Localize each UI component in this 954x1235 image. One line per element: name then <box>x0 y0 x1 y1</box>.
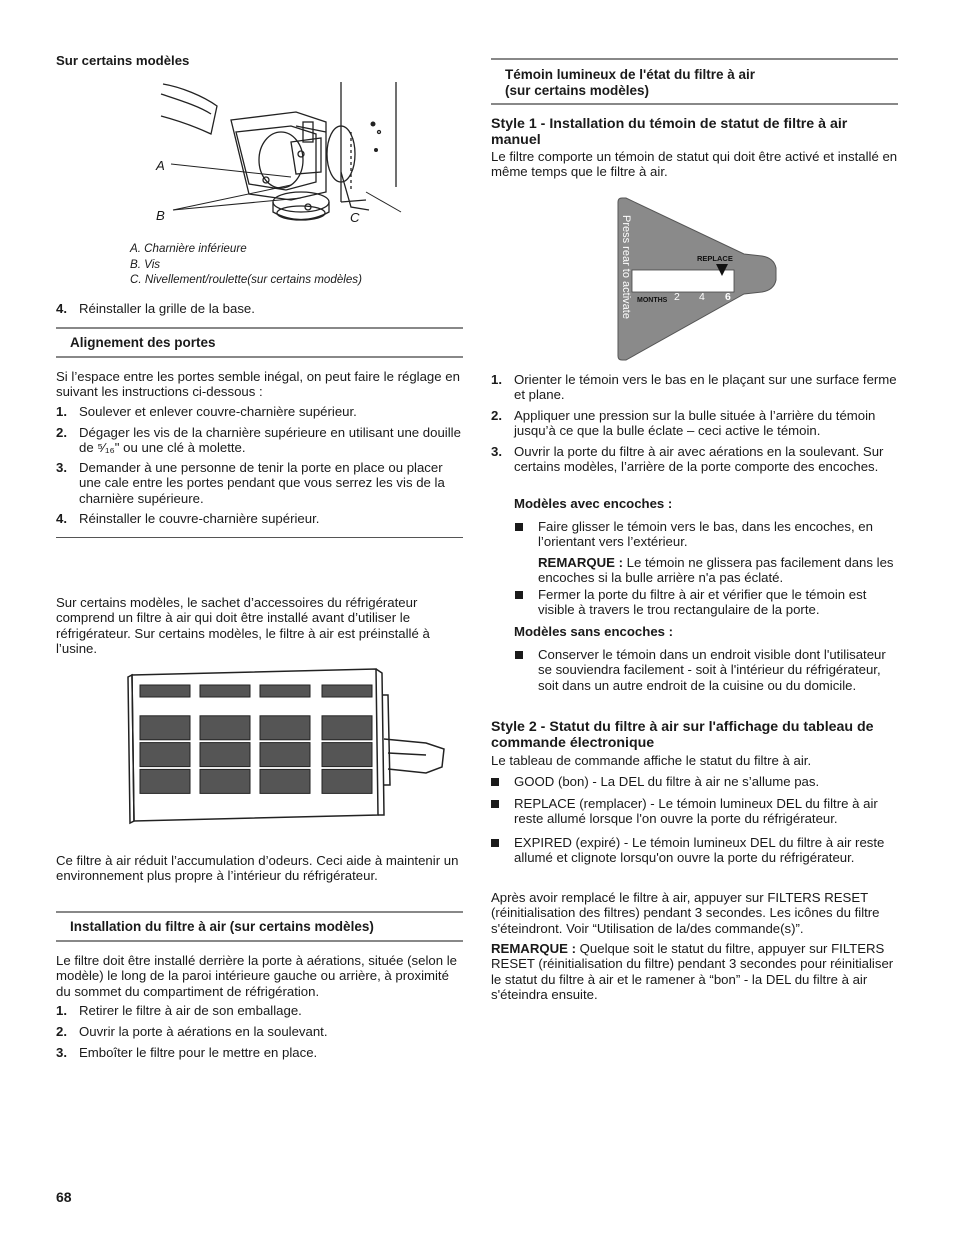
filter-slot <box>260 769 310 793</box>
filter-slot <box>140 769 190 793</box>
door-alignment-heading: Alignement des portes <box>56 327 463 358</box>
caption-b: B. Vis <box>130 257 161 271</box>
door-step-3: 3. Demander à une personne de tenir la porte en place ou placer une cale entre les portes pendant que vous serrez les vis de la charnière supérieure. <box>56 460 445 506</box>
label-a: A <box>156 158 165 173</box>
filter-slot <box>260 743 310 767</box>
step-reinstall-grille: 4. Réinstaller la grille de la base. <box>56 301 255 316</box>
filter-slot <box>322 685 372 697</box>
status-indicator-illustration <box>614 196 784 364</box>
hinge-illustration <box>151 82 471 232</box>
style2-after: Après avoir remplacé le filtre à air, appuyer sur FILTERS RESET (réinitialisation des filtres) pendant 3 secondes. Les icônes du filtre s'éteindront. Voir “Utilisation de la/des commande(s)”. <box>491 890 880 936</box>
install-intro: Le filtre doit être installé derrière la porte à aérations, située (selon le modèle) le long de la paroi intérieure gauche ou arrière, à proximité du sommet du compartiment de réfrigération. <box>56 953 457 999</box>
indicator-heading-line1: Témoin lumineux de l'état du filtre à air <box>505 67 756 82</box>
indicator-heading <box>491 58 898 105</box>
indicator-side-text: Press rear to activate <box>620 215 632 319</box>
section-divider <box>56 537 463 538</box>
filter-slot <box>140 716 190 740</box>
without-notches-label: Modèles sans encoches : <box>514 624 674 639</box>
style1-heading: Style 1 - Installation du témoin de statut de filtre à air manuel <box>491 116 848 148</box>
install-step-3: 3. Emboîter le filtre pour le mettre en place. <box>56 1045 318 1060</box>
label-c: C <box>350 210 360 225</box>
install-step-1: 1. Retirer le filtre à air de son emballage. <box>56 1003 302 1018</box>
indicator-heading-line2: (sur certains modèles) <box>505 83 650 98</box>
with-notches-label: Modèles avec encoches : <box>514 496 673 511</box>
filter-slot <box>200 769 250 793</box>
page-number: 68 <box>56 1189 72 1205</box>
models-label: Sur certains modèles <box>56 53 190 68</box>
filter-slot <box>140 743 190 767</box>
style2-intro: Le tableau de commande affiche le statut du filtre à air. <box>491 753 812 768</box>
door-step-4: 4. Réinstaller le couvre-charnière supérieur. <box>56 511 320 526</box>
status-replace: REPLACE (remplacer) - Le témoin lumineux DEL du filtre à air reste allumé lorsque l'on ouvre la porte du réfrigérateur. <box>491 796 898 827</box>
filter-slot <box>322 743 372 767</box>
style1-step-1: 1. Orienter le témoin vers le bas en le plaçant sur une surface ferme et plane. <box>491 372 897 403</box>
style1-intro: Le filtre comporte un témoin de statut qui doit être activé et installé en même temps que le filtre à air. <box>491 149 898 180</box>
indicator-tick-2: 2 <box>674 291 680 303</box>
air-filter-intro: Sur certains modèles, le sachet d’accessoires du réfrigérateur comprend un filtre à air qui doit être installé avant d’utiliser le réfrigérateur. Sur certains modèles, le filtre à air est préinstallé à l’usine. <box>56 595 430 657</box>
air-filter-illustration <box>126 665 456 845</box>
style1-step-2: 2. Appliquer une pression sur la bulle située à l’arrière du témoin jusqu’à ce que la bulle éclate – ceci active le témoin. <box>491 408 876 439</box>
install-heading: Installation du filtre à air (sur certains modèles) <box>56 911 463 942</box>
status-good: GOOD (bon) - La DEL du filtre à air ne s’allume pas. <box>491 774 898 789</box>
filter-slot <box>200 716 250 740</box>
style2-note: REMARQUE : Quelque soit le statut du filtre, appuyer sur FILTERS RESET (réinitialisation du filtre) pendant 3 secondes pour réinitialiser le statut du filtre à air et le ramener à “bon” - la DEL du filtre à air s'éteindra ensuite. <box>491 941 894 1003</box>
door-alignment-intro: Si l’espace entre les portes semble inégal, on peut faire le réglage en suivant les instructions ci-dessous : <box>56 369 460 400</box>
filter-slot <box>200 743 250 767</box>
air-filter-note: Ce filtre à air réduit l’accumulation d’odeurs. Ceci aide à maintenir un environnement plus propre à l’intérieur du réfrigérateur. <box>56 853 459 884</box>
indicator-tick-6: 6 <box>725 291 731 303</box>
filter-slot <box>322 716 372 740</box>
filter-slot <box>260 716 310 740</box>
indicator-replace-label: REPLACE <box>697 254 733 263</box>
indicator-tick-4: 4 <box>699 291 705 303</box>
filter-slot <box>322 769 372 793</box>
install-step-2: 2. Ouvrir la porte à aérations en la soulevant. <box>56 1024 328 1039</box>
note-1: REMARQUE : Le témoin ne glissera pas facilement dans les encoches si la bulle arrière n'a pas éclaté. <box>538 555 894 586</box>
filter-slot <box>200 685 250 697</box>
indicator-months-label: MONTHS <box>637 297 668 304</box>
status-expired: EXPIRED (expiré) - Le témoin lumineux DEL du filtre à air reste allumé et clignote lorsqu'on ouvre la porte du réfrigérateur. <box>491 835 898 866</box>
label-b: B <box>156 208 165 223</box>
style1-step-3: 3. Ouvrir la porte du filtre à air avec aérations en la soulevant. Sur certains modèles, l’arrière de la porte comporte des encoches. <box>491 444 884 475</box>
caption-c: C. Nivellement/roulette(sur certains modèles) <box>130 273 362 286</box>
caption-a: A. Charnière inférieure <box>130 242 247 255</box>
door-step-2: 2. Dégager les vis de la charnière supérieure en utilisant une douille de ⁵⁄₁₆" ou une clé à molette. <box>56 425 461 456</box>
door-step-1: 1. Soulever et enlever couvre-charnière supérieur. <box>56 404 357 419</box>
with-notches-bullet-2: Fermer la porte du filtre à air et vérifier que le témoin est visible à travers le trou rectangulaire de la porte. <box>515 587 898 618</box>
with-notches-bullet-1: Faire glisser le témoin vers le bas, dans les encoches, en l’orientant vers l’extérieur. <box>515 519 898 550</box>
filter-slot <box>140 685 190 697</box>
without-notches-bullet: Conserver le témoin dans un endroit visible dont l'utilisateur se souviendra facilement - soit à l'intérieur du réfrigérateur, soit dans un autre endroit de la cuisine ou du domicile. <box>515 647 898 693</box>
style2-heading: Style 2 - Statut du filtre à air sur l'affichage du tableau de commande électronique <box>491 719 874 751</box>
filter-slot <box>260 685 310 697</box>
illustration-captions <box>130 241 362 288</box>
